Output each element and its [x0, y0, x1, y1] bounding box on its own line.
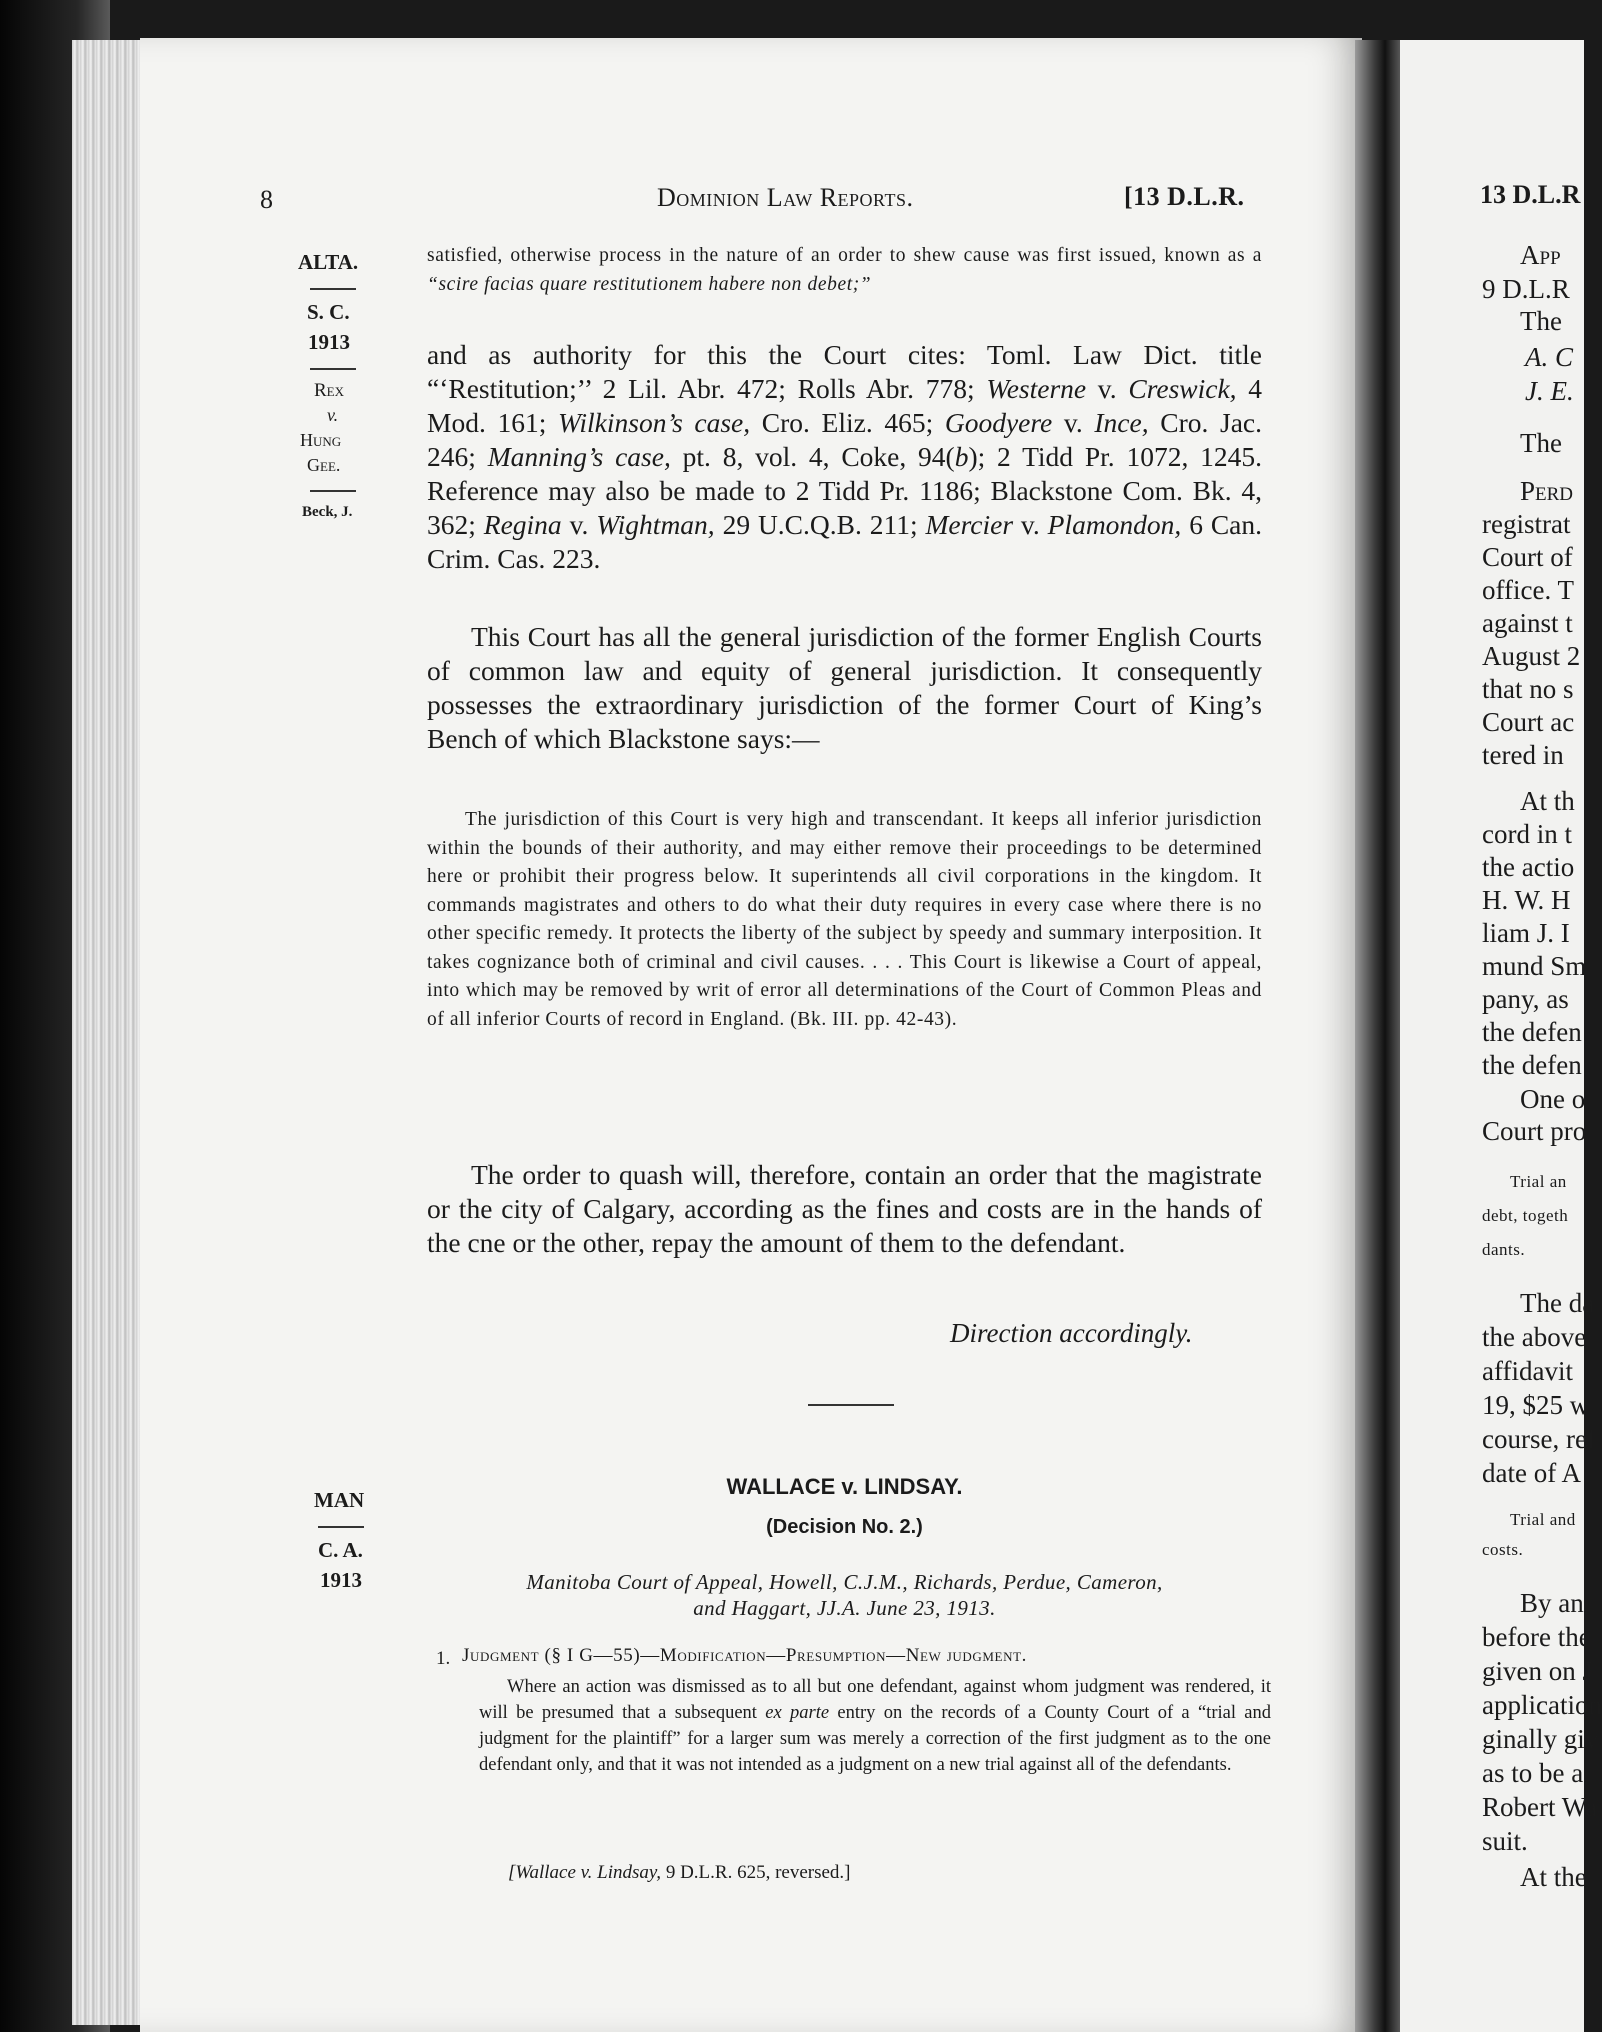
citation-italic: Plamondon,: [1047, 509, 1182, 540]
right-page-line: affidavit: [1482, 1356, 1573, 1386]
book-gutter: [1355, 40, 1405, 2032]
right-page-line: date of A: [1482, 1458, 1581, 1488]
right-page-line: Court of: [1482, 542, 1573, 572]
right-page-line: Robert Wa: [1482, 1792, 1598, 1822]
right-page-small-line: Trial an: [1510, 1172, 1567, 1191]
citation-italic: b: [954, 441, 969, 472]
right-page-line: the defen: [1482, 1050, 1582, 1080]
right-page-line: At th: [1520, 786, 1575, 816]
citation-text: and as authority for this the Court cites: Toml. Law Dict. title “‘Restitution;’’ 2 Lil. Abr. 472; Rolls Abr. 778;: [427, 339, 1262, 404]
right-page-small-line: dants.: [1482, 1240, 1526, 1259]
right-page-header: 13 D.L.R: [1480, 180, 1581, 209]
right-page-small-line: debt, togeth: [1482, 1206, 1569, 1225]
right-page-line: liam J. I: [1482, 918, 1570, 948]
citation-text: 29 U.C.Q.B. 211;: [714, 509, 926, 540]
headnote-text: Where an action was dismissed as to all but one defendant, against whom judgment was rendered, it will be presumed that a subsequent ex parte entry on the records of a County Court of a “trial and judgment for the plaintiff” for a larger sum was merely a correction of the first judgment as to the one defendant only, and that it was not intended as a judgment on a new trial against all of the defendants.: [479, 1677, 1271, 1775]
citation-italic: Creswick,: [1128, 373, 1237, 404]
citation-italic: Wightman,: [596, 509, 715, 540]
citation-italic: Westerne: [986, 373, 1087, 404]
right-page-line: 19, $25 w: [1482, 1390, 1590, 1420]
citation-text: 6 Can. Crim. Cas. 223.: [427, 509, 1262, 574]
right-page-line: the actio: [1482, 852, 1575, 882]
margin-case-v: v.: [327, 405, 339, 425]
right-page-line: 9 D.L.R: [1482, 274, 1570, 304]
margin-rule: [318, 1526, 364, 1528]
right-page-line: A. C: [1525, 342, 1574, 372]
right-page-line: before the: [1482, 1622, 1591, 1652]
quote-blackstone: The jurisdiction of this Court is very high and transcendant. It keeps all inferior jurisdiction within the bounds of their authority, and may either remove their proceedings to be determined here or prohibit their progress below. It superintends all civil corporations in the kingdom. It commands magistrates and others to do what their duty requires in every case where there is no other specific remedy. It protects the liberty of the subject by speedy and summary interposition. It takes cognizance both of criminal and civil causes. . . . This Court is likewise a Court of appeal, into which may be removed by writ of error all determinations of the Court of Common Pleas and of all inferior Courts of record in England. (Bk. III. pp. 42-43).: [427, 809, 1262, 1030]
case-title: WALLACE v. LINDSAY.: [726, 1474, 963, 1499]
right-page-line: that no s: [1482, 674, 1574, 704]
citation-text: v.: [561, 509, 597, 540]
right-page: [1400, 40, 1602, 2032]
margin-rule: [310, 288, 356, 290]
quote-scire-facias: satisfied, otherwise process in the nature of an order to shew cause was first issued, known as a “scire facias quare restitutionem habere non debet;”: [427, 245, 1262, 295]
right-page-line: One o: [1520, 1084, 1586, 1114]
citation-italic: Mercier: [925, 509, 1014, 540]
margin-case-rex: Rex: [314, 380, 345, 401]
right-page-small-line: costs.: [1482, 1540, 1524, 1559]
right-page-line: given on J: [1482, 1656, 1593, 1686]
paragraph-order: The order to quash will, therefore, contain an order that the magistrate or the city of Calgary, according as the fines and costs are in the hands of the cne or the other, repay the amount of them to the defendant.: [427, 1159, 1262, 1258]
margin-rule: [310, 368, 356, 370]
right-page-line: the above: [1482, 1322, 1587, 1352]
right-page-line: August 2: [1482, 641, 1581, 671]
right-page-line: cord in t: [1482, 819, 1572, 849]
running-title: Dominion Law Reports.: [657, 183, 914, 212]
citation-text: 4 Mod. 161;: [427, 373, 1263, 438]
citation-text: pt. 8, vol. 4, Coke, 94(: [670, 441, 955, 472]
volume-reference: [13 D.L.R.: [1124, 182, 1245, 211]
right-page-line: office. T: [1482, 575, 1574, 605]
margin-province-man: MAN: [314, 1488, 365, 1512]
page-number: 8: [260, 185, 274, 214]
right-page-line: Court ac: [1482, 707, 1575, 737]
right-page-line: suit.: [1482, 1826, 1528, 1856]
citation-text: ); 2 Tidd Pr. 1072, 1245. Reference may also be made to 2 Tidd Pr. 1186; Blackstone Com. Bk. 4, 362;: [427, 441, 1262, 540]
margin-case-hung: Hung: [300, 430, 342, 450]
right-page-line: ginally giv: [1482, 1724, 1599, 1754]
right-page-line: the defen: [1482, 1017, 1582, 1047]
right-page-line: tered in: [1482, 740, 1564, 770]
citation-text: v.: [1086, 373, 1129, 404]
right-page-line: pany, as: [1482, 984, 1569, 1014]
court-line-1: Manitoba Court of Appeal, Howell, C.J.M., Richards, Perdue, Cameron,: [526, 1570, 1163, 1594]
right-page-line: The: [1520, 306, 1562, 336]
headnote-heading: Judgment (§ I G—55)—Modification—Presumption—New judgment.: [462, 1645, 1027, 1666]
court-line-2: and Haggart, JJ.A. June 23, 1913.: [693, 1596, 996, 1620]
margin-year-1913: 1913: [320, 1568, 362, 1592]
right-page-line: course, ref: [1482, 1424, 1596, 1454]
reversed-note: [Wallace v. Lindsay, 9 D.L.R. 625, reversed.]: [508, 1862, 851, 1883]
citation-text: v.: [1013, 509, 1048, 540]
right-page-line: registrat: [1482, 509, 1571, 539]
headnote-number: 1.: [436, 1648, 451, 1669]
margin-court-ca: C. A.: [318, 1538, 363, 1562]
right-page-line: J. E.: [1525, 376, 1574, 406]
case-separator: [808, 1404, 894, 1406]
right-page-line: The da: [1520, 1288, 1595, 1318]
right-page-line: By an: [1520, 1588, 1584, 1618]
right-page-line: Perd: [1520, 476, 1574, 506]
paragraph-authority: [427, 338, 1262, 576]
right-page-line: Court pro: [1482, 1116, 1587, 1146]
paragraph-jurisdiction: This Court has all the general jurisdiction of the former English Courts of common law and equity of general jurisdiction. It consequently possesses the extraordinary jurisdiction of the former Court of King’s Bench of which Blackstone says:—: [427, 621, 1262, 754]
margin-judge: Beck, J.: [302, 504, 353, 520]
right-page-line: application: [1482, 1690, 1602, 1720]
citation-text: Cro. Jac. 246;: [427, 407, 1262, 472]
right-page-line: H. W. H: [1482, 885, 1571, 915]
citation-text: Cro. Eliz. 465;: [750, 407, 945, 438]
citation-italic: Regina: [483, 509, 562, 540]
right-page-line: mund Sm: [1482, 951, 1587, 981]
right-page-line: as to be a: [1482, 1758, 1584, 1788]
direction-accordingly: Direction accordingly.: [950, 1318, 1193, 1348]
right-page-small-line: Trial and: [1510, 1510, 1576, 1529]
margin-court: S. C.: [307, 300, 350, 324]
citation-text: v.: [1052, 407, 1095, 438]
citation-italic: Ince,: [1094, 407, 1149, 438]
margin-province: ALTA.: [298, 250, 359, 274]
margin-rule: [310, 490, 356, 492]
right-page-line: App: [1520, 240, 1561, 270]
right-page-line: At the: [1520, 1862, 1587, 1892]
citation-italic: Manning’s case,: [487, 441, 671, 472]
case-decision: (Decision No. 2.): [766, 1516, 923, 1538]
margin-year: 1913: [308, 330, 350, 354]
right-page-line: The: [1520, 428, 1562, 458]
citation-italic: Wilkinson’s case,: [557, 407, 751, 438]
margin-case-gee: Gee.: [307, 455, 341, 475]
citation-italic: Goodyere: [944, 407, 1053, 438]
right-page-line: against t: [1482, 608, 1573, 638]
